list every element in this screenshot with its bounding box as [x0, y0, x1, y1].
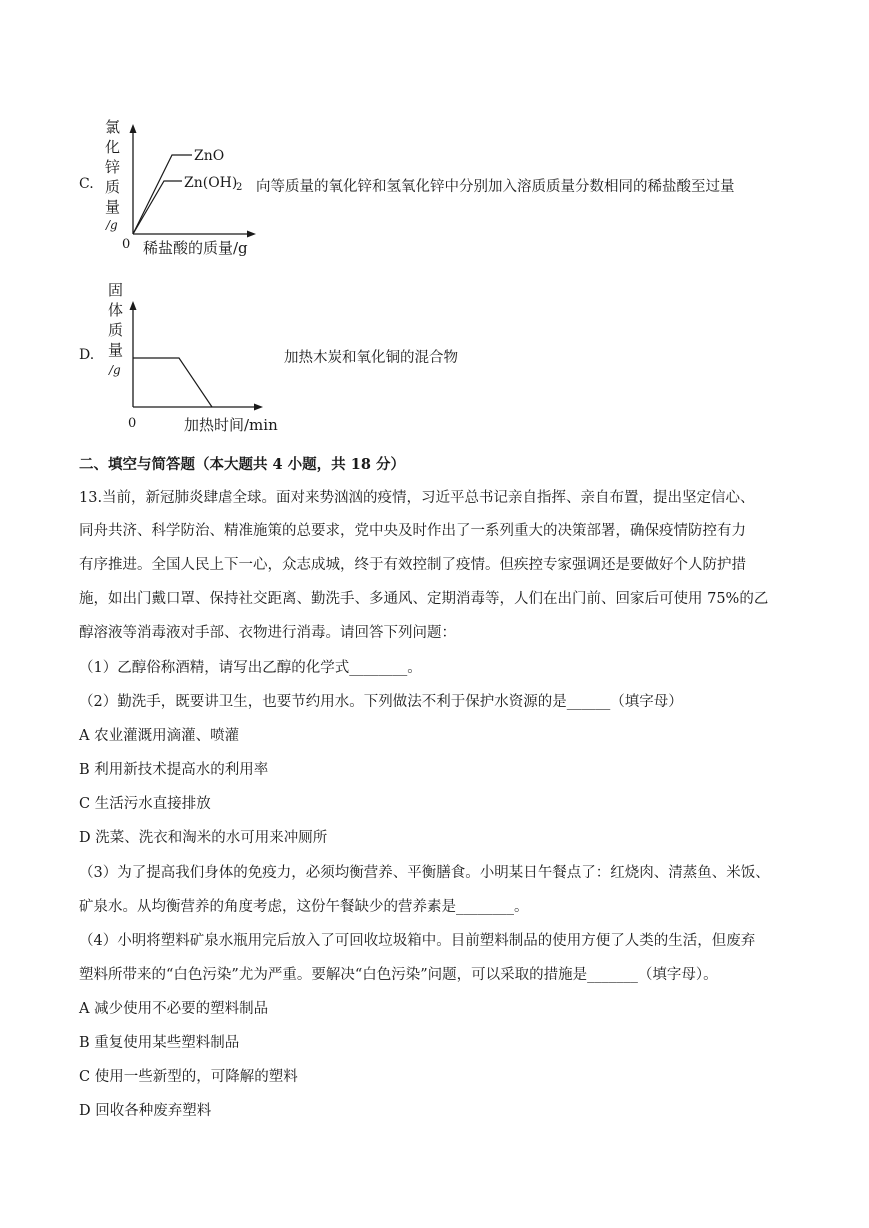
- c-series-zno: ZnO: [194, 148, 225, 164]
- c-y-unit: /g: [106, 218, 118, 232]
- q13-intro-line-1: 13.当前，新冠肺炎肆虐全球。面对来势汹汹的疫情，习近平总书记亲自指挥、亲自布置，提出坚定信心、: [79, 490, 755, 506]
- c-y-arrow: [130, 124, 137, 133]
- d-y-unit: /g: [109, 363, 121, 377]
- q13-sub4-option-b: B 重复使用某些塑料制品: [79, 1035, 240, 1051]
- c-y-char-4: 量: [105, 198, 121, 216]
- c-y-char-0: 氯: [105, 118, 121, 136]
- q13-sub4-option-d: D 回收各种废弃塑料: [79, 1103, 212, 1119]
- c-y-char-2: 锌: [105, 158, 121, 176]
- q13-sub2-option-b: B 利用新技术提高水的利用率: [79, 762, 269, 778]
- q13-sub4-option-c: C 使用一些新型的，可降解的塑料: [79, 1069, 298, 1085]
- section-heading: 二、填空与简答题（本大题共 4 小题，共 18 分）: [79, 456, 405, 473]
- d-origin: 0: [128, 416, 137, 431]
- q13-sub2: （2）勤洗手，既要讲卫生，也要节约用水。下列做法不利于保护水资源的是______（填字母）: [79, 694, 683, 710]
- option-d-label: D.: [79, 347, 95, 363]
- q13-sub4-option-a: A 减少使用不必要的塑料制品: [79, 1001, 269, 1017]
- d-y-arrow: [130, 301, 137, 310]
- d-y-char-3: 量: [108, 341, 124, 359]
- q13-intro-line-5: 醇溶液等消毒液对手部、衣物进行消毒。请回答下列问题：: [79, 625, 456, 641]
- c-origin: 0: [122, 237, 131, 252]
- d-y-char-0: 固: [108, 281, 124, 299]
- q13-sub2-option-a: A 农业灌溉用滴灌、喷灌: [79, 728, 240, 744]
- option-c-label: C.: [79, 176, 94, 192]
- q13-intro-line-3: 有序推进。全国人民上下一心，众志成城，终于有效控制了疫情。但疾控专家强调还是要做好个人防护措: [79, 557, 746, 573]
- q13-sub2-option-d: D 洗菜、洗衣和淘米的水可用来冲厕所: [79, 830, 328, 846]
- c-line-zno: [133, 155, 192, 234]
- d-y-char-2: 质: [108, 321, 124, 339]
- d-x-arrow: [254, 404, 263, 411]
- q13-sub3-line-2: 矿泉水。从均衡营养的角度考虑，这份午餐缺少的营养素是________。: [79, 899, 529, 915]
- c-series-znoh2: Zn(OH): [184, 175, 238, 191]
- c-series-znoh2-sub: 2: [236, 182, 243, 193]
- c-x-label: 稀盐酸的质量/g: [143, 239, 248, 257]
- d-y-char-1: 体: [108, 301, 124, 319]
- q13-sub4-line-2: 塑料所带来的“白色污染”尤为严重。要解决“白色污染”问题，可以采取的措施是_______（填字母）。: [79, 967, 718, 983]
- q13-sub2-option-c: C 生活污水直接排放: [79, 796, 211, 812]
- option-c-graph: [98, 108, 258, 260]
- c-y-char-3: 质: [105, 178, 121, 196]
- d-line-solid-mass: [133, 358, 212, 407]
- option-c-description: 向等质量的氧化锌和氢氧化锌中分别加入溶质质量分数相同的稀盐酸至过量: [256, 179, 735, 195]
- option-d-description: 加热木炭和氧化铜的混合物: [284, 350, 458, 366]
- c-line-znoh2: [133, 181, 182, 234]
- c-y-char-1: 化: [105, 138, 121, 156]
- q13-sub4-line-1: （4）小明将塑料矿泉水瓶用完后放入了可回收垃圾箱中。目前塑料制品的使用方便了人类的生活，但废弃: [79, 933, 756, 949]
- q13-sub1: （1）乙醇俗称酒精，请写出乙醇的化学式________。: [79, 660, 422, 676]
- c-x-arrow: [247, 231, 256, 238]
- q13-sub3-line-1: （3）为了提高我们身体的免疫力，必须均衡营养、平衡膳食。小明某日午餐点了：红烧肉、清蒸鱼、米饭、: [79, 865, 770, 881]
- option-d-graph: [100, 275, 290, 437]
- q13-intro-line-4: 施，如出门戴口罩、保持社交距离、勤洗手、多通风、定期消毒等，人们在出门前、回家后可使用 75%的乙: [79, 591, 769, 607]
- d-x-label: 加热时间/min: [184, 416, 278, 434]
- q13-intro-line-2: 同舟共济、科学防治、精准施策的总要求，党中央及时作出了一系列重大的决策部署，确保疫情防控有力: [79, 523, 746, 539]
